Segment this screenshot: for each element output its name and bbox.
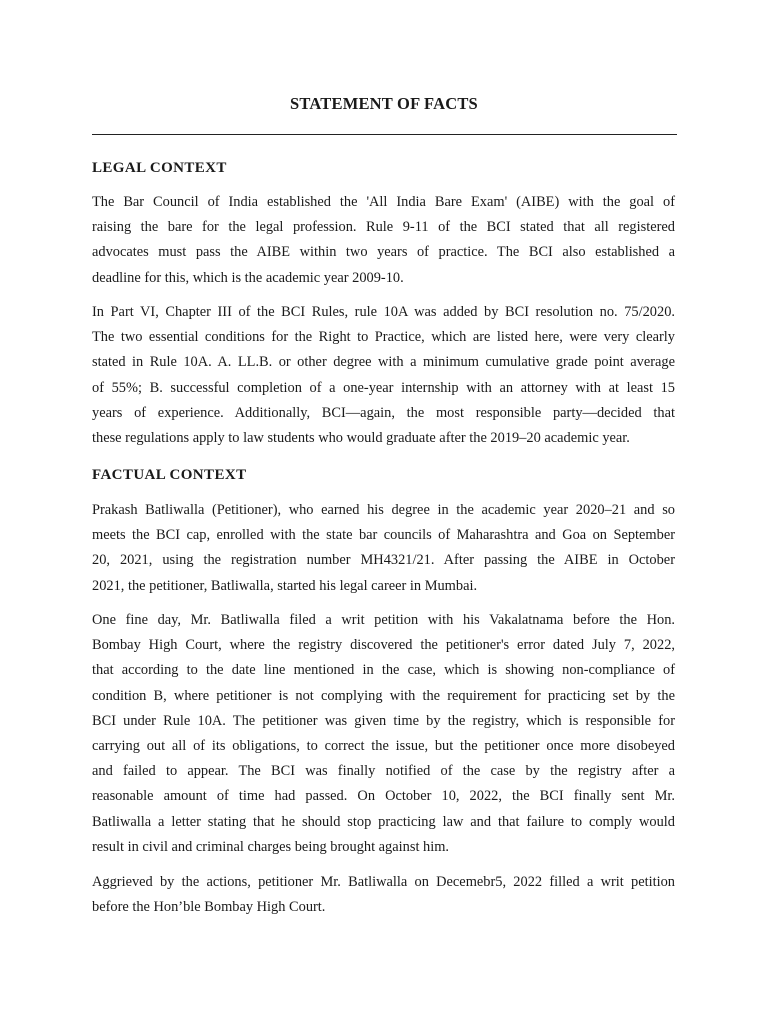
text-line: The Bar Council of India established the 'All India Bare Exam' (AIBE) with the goal of — [92, 194, 675, 210]
section-heading-factual-context: FACTUAL CONTEXT — [92, 467, 247, 483]
paragraph-factual-2 — [92, 608, 675, 860]
text-line: reasonable amount of time had passed. On October 10, 2022, the BCI finally sent Mr. — [92, 788, 675, 805]
text-line: Prakash Batliwalla (Petitioner), who earned his degree in the academic year 2020–21 and so — [92, 502, 675, 518]
text-line: 2021, the petitioner, Batliwalla, started his legal career in Mumbai. — [92, 577, 478, 594]
text-line: The two essential conditions for the Right to Practice, which are listed here, were very clearly — [92, 329, 675, 346]
text-line: Batliwalla a letter stating that he should stop practicing law and that failure to comply would — [92, 813, 675, 830]
paragraph-legal-1 — [92, 190, 675, 291]
section-heading-legal-context: LEGAL CONTEXT — [92, 160, 227, 176]
paragraph-legal-2 — [92, 300, 675, 451]
text-line: and failed to appear. The BCI was finally notified of the case by the registry after a — [92, 763, 675, 780]
text-line: raising the bare for the legal profession. Rule 9-11 of the BCI stated that all registered — [92, 219, 675, 236]
text-line: BCI under Rule 10A. The petitioner was given time by the registry, which is responsible for — [92, 712, 675, 729]
text-line: these regulations apply to law students who would graduate after the 2019–20 academic year. — [92, 430, 630, 447]
text-line: carrying out all of its obligations, to correct the issue, but the petitioner once more disobeyed — [92, 738, 675, 755]
text-line: In Part VI, Chapter III of the BCI Rules, rule 10A was added by BCI resolution no. 75/2020. — [92, 304, 675, 320]
text-line: One fine day, Mr. Batliwalla filed a writ petition with his Vakalatnama before the Hon. — [92, 612, 675, 628]
text-line: Bombay High Court, where the registry discovered the petitioner's error dated July 7, 2022, — [92, 637, 675, 654]
text-line: 20, 2021, using the registration number MH4321/21. After passing the AIBE in October — [92, 552, 675, 569]
title-divider — [92, 134, 677, 135]
text-line: advocates must pass the AIBE within two years of practice. The BCI also established a — [92, 244, 675, 261]
paragraph-factual-3 — [92, 870, 675, 920]
text-line: meets the BCI cap, enrolled with the state bar councils of Maharashtra and Goa on September — [92, 527, 675, 544]
text-line: condition B, where petitioner is not complying with the requirement for practicing set by the — [92, 687, 675, 704]
text-line: Aggrieved by the actions, petitioner Mr. Batliwalla on Decemebr5, 2022 filled a writ petition — [92, 874, 675, 890]
text-line: years of experience. Additionally, BCI—again, the most responsible party—decided that — [92, 404, 675, 421]
text-line: deadline for this, which is the academic year 2009-10. — [92, 269, 404, 286]
text-line: before the Hon’ble Bombay High Court. — [92, 899, 326, 916]
text-line: of 55%; B. successful completion of a one-year internship with an attorney with at least 15 — [92, 379, 675, 396]
text-line: stated in Rule 10A. A. LL.B. or other degree with a minimum cumulative grade point average — [92, 354, 675, 371]
text-line: result in civil and criminal charges being brought against him. — [92, 838, 450, 855]
paragraph-factual-1 — [92, 498, 675, 599]
text-line: that according to the date line mentioned in the case, which is showing non-compliance of — [92, 662, 675, 679]
document-title: STATEMENT OF FACTS — [290, 94, 478, 113]
